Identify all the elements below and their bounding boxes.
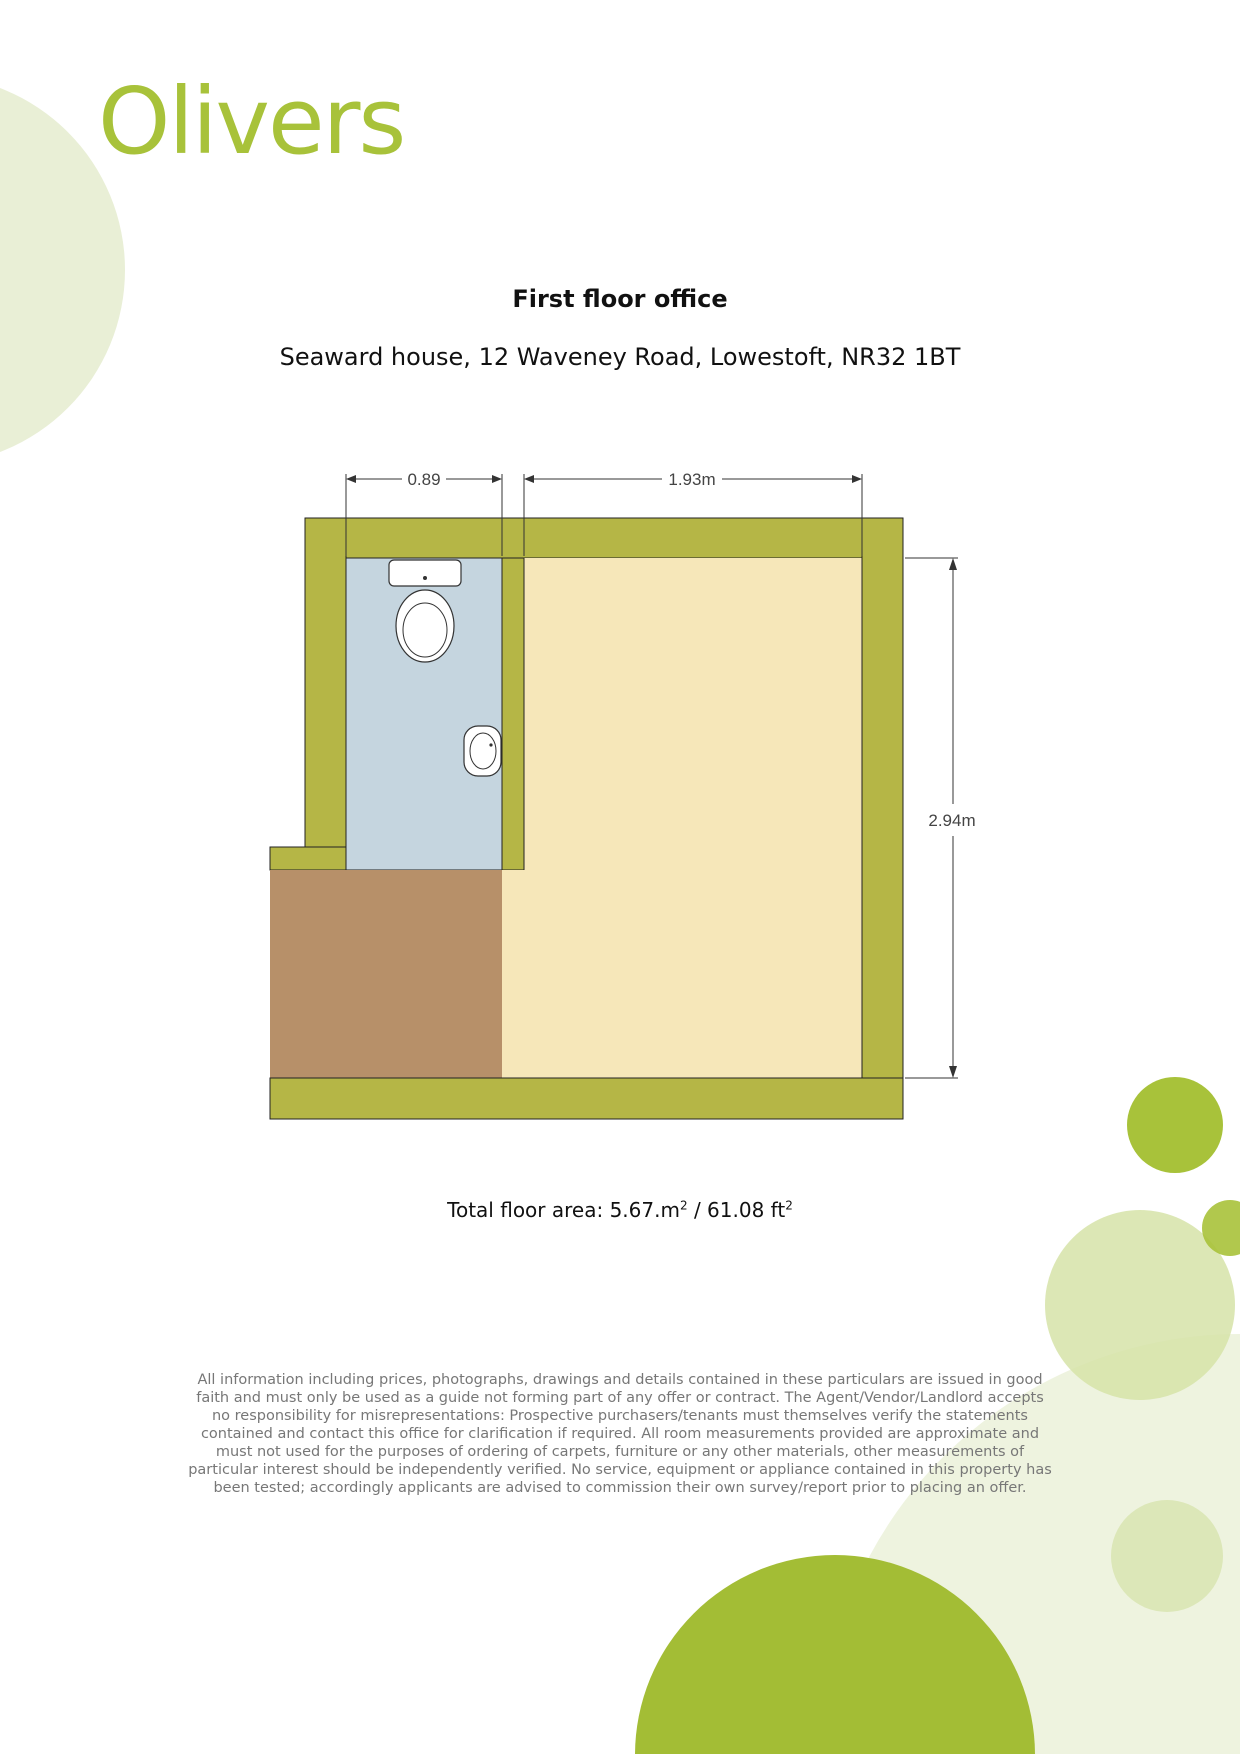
total-floor-area: Total floor area: $5.67.m^2 / 61.08$ $ft^2$ xyxy=(447,1198,793,1222)
landing-floor xyxy=(270,870,502,1078)
wall-partition xyxy=(502,558,524,870)
office-floor-upper xyxy=(524,558,862,870)
office-floor-lower xyxy=(502,870,862,1078)
disclaimer-text: All information including prices, photographs, drawings and details contained in these particulars are issued in good faith and must only be used as a guide not forming part of any offer or contract. The Agent/Vendor/Landlord accepts no responsibility for misrepresentations: Prospective purchasers/tenants must themselves verify the statements contained and contact this office for clarification if required. All room measurements provided are approximate and must not used for the purposes of ordering of carpets, furniture or any other materials, other measurements of particular interest should be independently verified. No service, equipment or appliance contained in this property has been tested; accordingly applicants are advised to commission their own survey/report prior to placing an offer. xyxy=(188,1372,1052,1496)
brand-logo: Olivers xyxy=(98,68,405,175)
property-address: Seaward house, 12 Waveney Road, Lowestoft, NR32 1BT xyxy=(279,343,961,371)
wall-left-step xyxy=(270,847,346,870)
wall-right xyxy=(862,518,903,1078)
basin-icon xyxy=(464,726,501,776)
page-title: First floor office xyxy=(512,285,728,313)
wall-bottom xyxy=(270,1078,903,1119)
dimension-label-office-width: 1.93m xyxy=(668,470,716,489)
wall-left xyxy=(305,518,346,870)
wall-top xyxy=(305,518,903,558)
dimension-label-office-depth: 2.94m xyxy=(928,811,976,830)
dimension-label-wc-width: 0.89 xyxy=(407,470,441,489)
